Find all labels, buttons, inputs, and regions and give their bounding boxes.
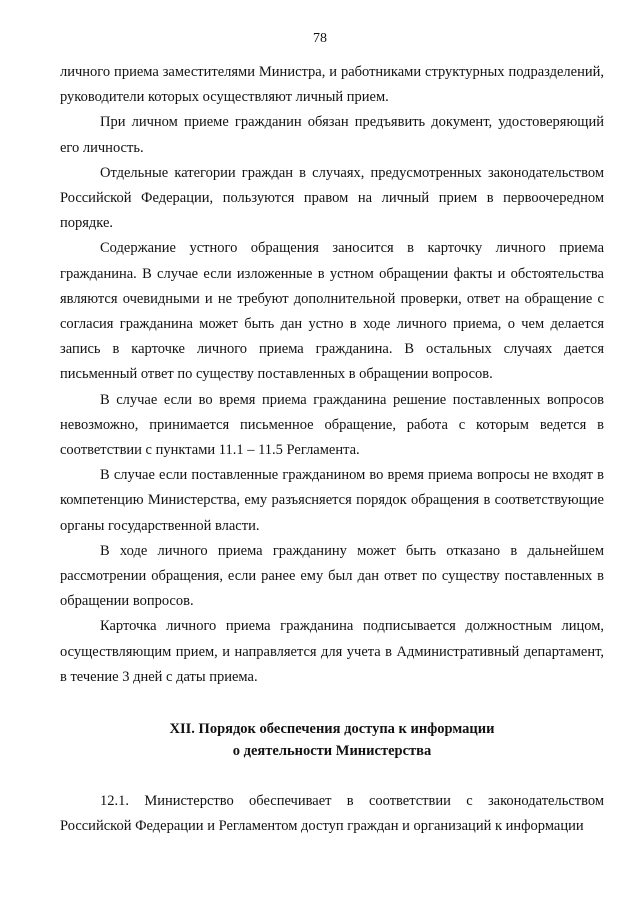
- paragraph-1: личного приема заместителями Министра, и работниками структурных подразделений, руководители которых осуществляют личный прием.: [60, 64, 604, 106]
- paragraph-8: Карточка личного приема гражданина подписывается должностным лицом, осуществляющим прием, и направляется для учета в Административный департамент, в течение 3 дней с даты приема.: [60, 618, 604, 685]
- paragraph-7: В ходе личного приема гражданину может быть отказано в дальнейшем рассмотрении обращения, если ранее ему был дан ответ по существу поставленных в обращении вопросов.: [60, 542, 604, 610]
- paragraph-6: В случае если поставленные гражданином во время приема вопросы не входят в компетенцию Министерства, ему разъясняется порядок обращения в соответствующие органы государственной власти.: [60, 467, 604, 534]
- page-body: [60, 60, 604, 839]
- paragraph-4: Содержание устного обращения заносится в карточку личного приема гражданина. В случае если изложенные в устном обращении факты и обстоятельства являются очевидными и не требуют дополнительной проверки, ответ на обращение с согласия гражданина может быть дан устно в ходе личного приема, о чем делается запись в карточке личного приема гражданина. В остальных случаях дается письменный ответ по существу поставленных в обращении вопросов.: [60, 240, 604, 383]
- page-number: 78: [313, 31, 327, 46]
- section-heading-line-2: о деятельности Министерства: [232, 743, 432, 760]
- paragraph-3: Отдельные категории граждан в случаях, предусмотренных законодательством Российской Федерации, пользуются правом на личный прием в первоочередном порядке.: [60, 164, 604, 232]
- paragraph-5: В случае если во время приема гражданина решение поставленных вопросов невозможно, принимается письменное обращение, работа с которым ведется в соответствии с пунктами 11.1 – 11.5 Регламента.: [60, 391, 604, 459]
- section-heading-line-1: XII. Порядок обеспечения доступа к информации: [169, 721, 495, 738]
- section-heading: [60, 718, 604, 762]
- paragraph-12-1: 12.1. Министерство обеспечивает в соответствии с законодательством Российской Федерации и Регламентом доступ граждан и организаций к информации: [60, 793, 604, 835]
- paragraph-2: При личном приеме гражданин обязан предъявить документ, удостоверяющий его личность.: [60, 114, 604, 156]
